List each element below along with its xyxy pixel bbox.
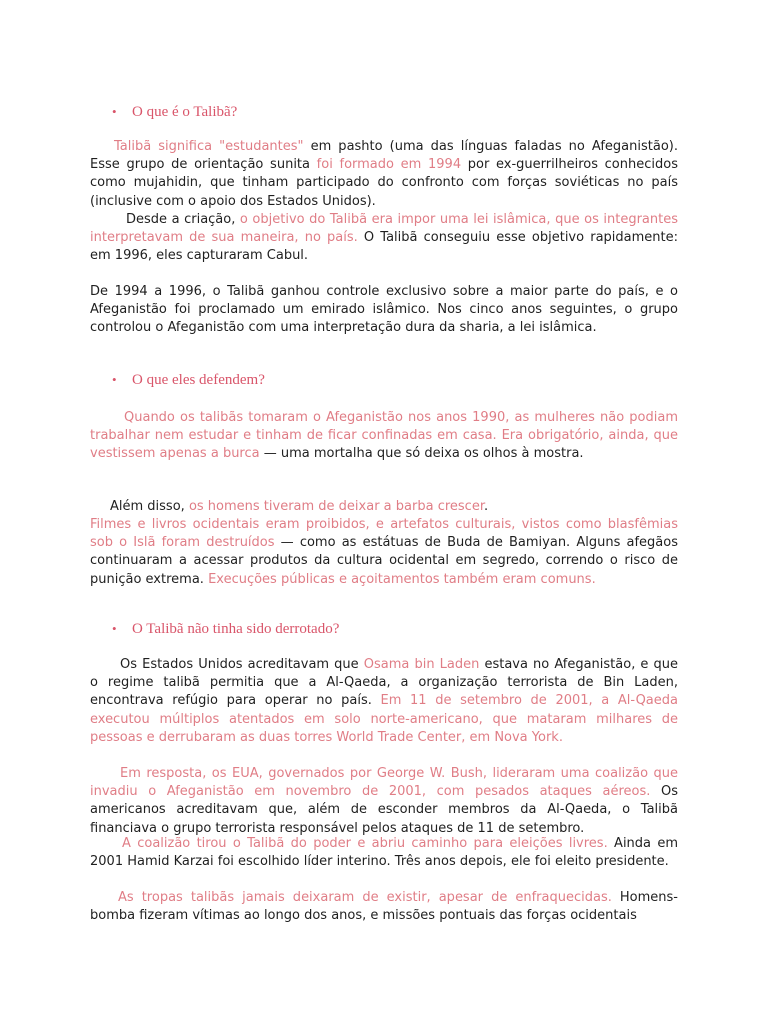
bullet-icon: • [112,104,117,119]
paragraph [90,211,678,266]
body-text: Além disso, [110,499,189,514]
paragraph [90,498,678,516]
body-text: — uma mortalha que só deixa os olhos à mostra. [259,446,584,462]
body-text: Homens-bomba fizeram vítimas ao longo dos anos, e missões pontuais das forças ocidentais [90,890,678,924]
paragraph [90,138,678,211]
highlighted-text: Talibã significa "estudantes" [114,139,304,154]
highlighted-text: Em resposta, os EUA, governados por George W. Bush, lideraram uma coalizão que invadiu o Afeganistão em novembro de 2001, com pesados ataques aéreos. [90,766,678,800]
body-text: . [483,499,489,514]
bullet-icon: • [112,372,117,387]
highlighted-text: Osama bin Laden [363,657,480,672]
highlighted-text: As tropas talibãs jamais deixaram de existir, apesar de enfraquecidas. [118,890,612,905]
highlighted-text: Execuções públicas e açoitamentos também eram comuns. [208,571,596,587]
highlighted-text: Filmes e livros ocidentais eram proibidos, e artefatos culturais, vistos como blasfêmias sob o Islã foram destruídos [90,517,678,551]
body-text: por ex-guerrilheiros conhecidos como mujahidin, que tinham participado do confronto com forças soviéticas no país (inclusive com o apoio dos Estados Unidos). [90,157,678,209]
body-text: — como as estátuas de Buda de Bamiyan. Alguns afegãos continuaram a acessar produtos da cultura ocidental em segredo, correndo o risco de punição extrema. [90,535,678,587]
paragraph [90,765,678,838]
body-text: De 1994 a 1996, o Talibã ganhou controle exclusivo sobre a maior parte do país, e o Afeganistão foi proclamado um emirado islâmico. Nos cinco anos seguintes, o grupo controlou o Afeganistão com uma interpretação dura da sharia, a lei islâmica. [90,284,678,336]
highlighted-text: os homens tiveram de deixar a barba crescer [188,499,484,514]
body-text: Os americanos acreditavam que, além de esconder membros da Al-Qaeda, o Talibã financiava o grupo terrorista responsável pelos ataques de 11 de setembro. [90,784,678,836]
bullet-icon: • [112,621,117,636]
body-text: em pashto (uma das línguas faladas no Afeganistão). Esse grupo de orientação sunita [90,139,678,173]
paragraph [90,656,678,747]
paragraph [90,409,678,464]
paragraph [90,516,678,589]
body-text: Ainda em 2001 Hamid Karzai foi escolhido líder interino. Três anos depois, ele foi eleito presidente. [90,836,678,870]
highlighted-text: foi formado em 1994 [316,157,462,173]
section-heading-1: • O que é o Talibã? [112,104,238,120]
body-text: O Talibã conseguiu esse objetivo rapidamente: em 1996, eles capturaram Cabul. [90,230,678,264]
highlighted-text: Quando os talibãs tomaram o Afeganistão nos anos 1990, as mulheres não podiam trabalhar nem estudar e tinham de ficar confinadas em casa. Era obrigatório, ainda, que vestissem apenas a burca [90,410,678,462]
section-heading-3: • O Talibã não tinha sido derrotado? [112,621,340,637]
body-text: Desde a criação, [126,212,240,227]
paragraph [90,283,678,338]
body-text: Os Estados Unidos acreditavam que [120,657,364,672]
highlighted-text: o objetivo do Talibã era impor uma lei islâmica, que os integrantes interpretavam de sua maneira, no país. [90,212,679,246]
section-heading-2: • O que eles defendem? [112,372,265,388]
highlighted-text: Em 11 de setembro de 2001, a Al-Qaeda executou múltiplos atentados em solo norte-americano, que mataram milhares de pessoas e derrubaram as duas torres World Trade Center, em Nova York. [90,693,678,745]
paragraph [90,835,678,871]
paragraph [90,889,678,925]
highlighted-text: A coalizão tirou o Talibã do poder e abriu caminho para eleições livres. [122,836,608,851]
body-text: estava no Afeganistão, e que o regime talibã permitia que a Al-Qaeda, a organização terrorista de Bin Laden, encontrava refúgio para operar no país. [90,657,678,709]
